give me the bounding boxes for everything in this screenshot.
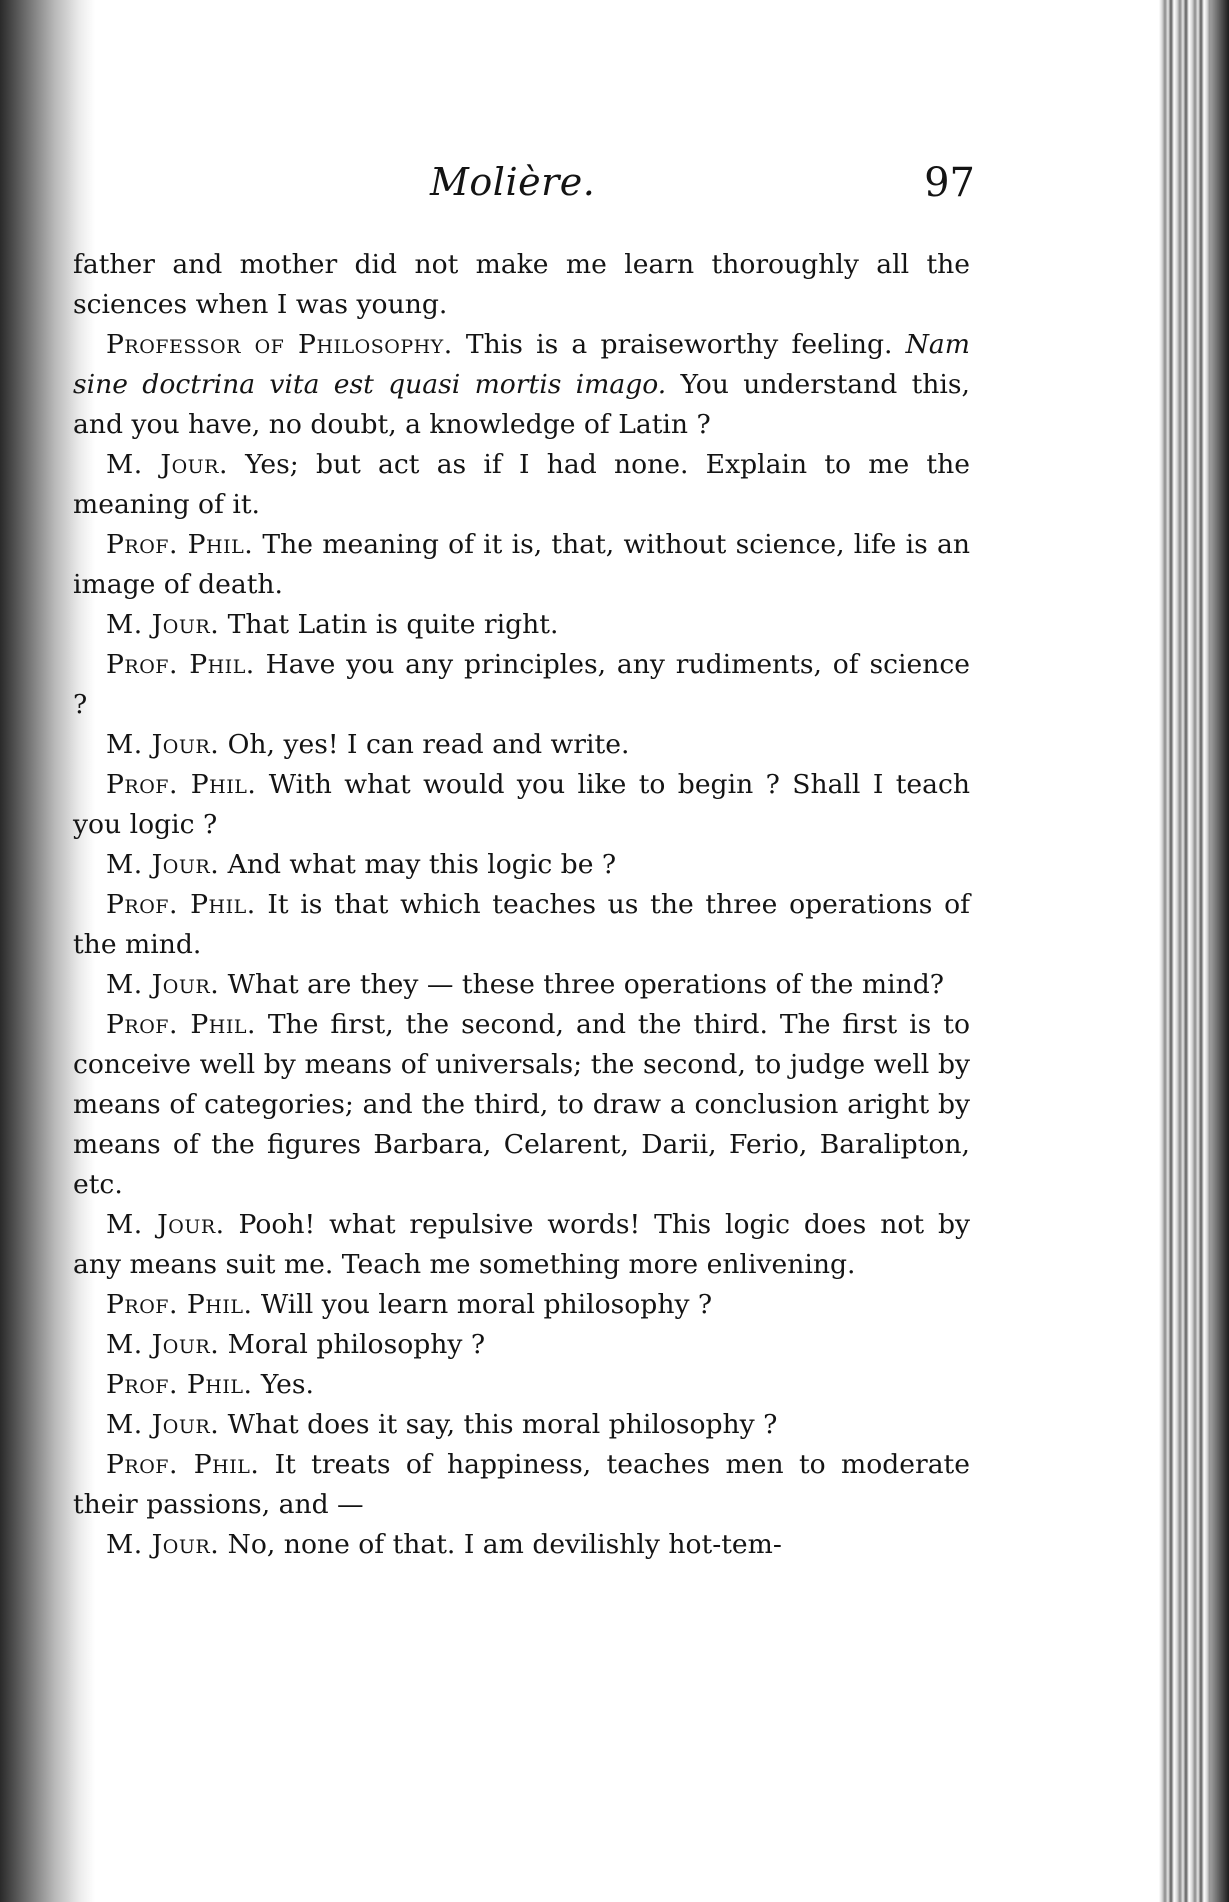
paragraph-text: Yes; but act as if I had none. Explain to me the meaning of it. xyxy=(73,449,970,520)
speaker-label: Prof. Phil. xyxy=(106,1449,260,1480)
paragraph xyxy=(73,965,970,1005)
speaker-label: Prof. Phil. xyxy=(106,889,256,920)
paragraph-text: father and mother did not make me learn thoroughly all the sciences when I was young. xyxy=(73,249,970,320)
paragraph xyxy=(73,445,970,525)
paragraph-text: Pooh! what repulsive words! This logic does not by any means suit me. Teach me something more enlivening. xyxy=(73,1209,970,1280)
paragraph-text: With what would you like to begin ? Shall I teach you logic ? xyxy=(73,769,971,840)
paragraph xyxy=(73,1205,970,1285)
paragraph xyxy=(73,525,970,605)
paragraph-text: Moral philosophy ? xyxy=(227,1329,486,1360)
paragraph xyxy=(73,245,970,325)
speaker-label: M. Jour. xyxy=(106,849,220,880)
page-number: 97 xyxy=(924,160,975,206)
paragraph xyxy=(73,845,970,885)
speaker-label: M. Jour. xyxy=(106,609,220,640)
paragraph-text: Yes. xyxy=(260,1369,314,1400)
page-body xyxy=(73,245,970,1565)
paragraph xyxy=(73,1365,970,1405)
page-header xyxy=(75,160,975,210)
speaker-label: M. Jour. xyxy=(106,969,220,1000)
speaker-label: M. Jour. xyxy=(106,1329,220,1360)
latin-quote: Nam sine doctrina vita est quasi mortis imago. xyxy=(73,329,970,400)
paragraph-text: It treats of happiness, teaches men to moderate their passions, and — xyxy=(73,1449,970,1520)
speaker-label: M. Jour. xyxy=(106,1409,220,1440)
paragraph-text: It is that which teaches us the three operations of the mind. xyxy=(73,889,970,960)
paragraph xyxy=(73,725,970,765)
paragraph xyxy=(73,1285,970,1325)
paragraph-text: That Latin is quite right. xyxy=(227,609,559,640)
speaker-label: M. Jour. xyxy=(106,1529,220,1560)
paragraph-text: What are they — these three operations of the mind? xyxy=(227,969,944,1000)
speaker-label: Professor of Philosophy. xyxy=(106,329,453,360)
speaker-label: Prof. Phil. xyxy=(106,529,254,560)
paragraph xyxy=(73,325,970,445)
speaker-label: Prof. Phil. xyxy=(106,1009,256,1040)
speaker-label: M. Jour. xyxy=(106,1209,225,1240)
speaker-label: M. Jour. xyxy=(106,449,228,480)
paragraph-text: Have you any principles, any rudiments, of science ? xyxy=(73,649,970,720)
paragraph-text: You understand this, and you have, no doubt, a knowledge of Latin ? xyxy=(73,369,970,440)
paragraph-text: Will you learn moral philosophy ? xyxy=(260,1289,713,1320)
paragraph-text: No, none of that. I am devilishly hot-tem- xyxy=(227,1529,782,1560)
paragraph-text: Oh, yes! I can read and write. xyxy=(227,729,630,760)
speaker-label: Prof. Phil. xyxy=(106,1289,253,1320)
speaker-label: Prof. Phil. xyxy=(106,1369,253,1400)
paragraph-text: This is a praiseworthy feeling. xyxy=(465,329,893,360)
paragraph xyxy=(73,1405,970,1445)
right-page-shadow xyxy=(1211,0,1229,1902)
paragraph xyxy=(73,1325,970,1365)
speaker-label: M. Jour. xyxy=(106,729,220,760)
paragraph xyxy=(73,605,970,645)
paragraph-text: The meaning of it is, that, without science, life is an image of death. xyxy=(73,529,970,600)
paragraph xyxy=(73,765,970,845)
paragraph xyxy=(73,1525,970,1565)
paragraph xyxy=(73,1005,970,1205)
paragraph-text: The first, the second, and the third. The first is to conceive well by means of universals; the second, to judge well by means of categories; and the third, to draw a conclusion aright by means of the figures Barbara, Celarent, Darii, Ferio, Baralipton, etc. xyxy=(73,1009,970,1200)
speaker-label: Prof. Phil. xyxy=(106,649,255,680)
paragraph-text: What does it say, this moral philosophy ? xyxy=(227,1409,778,1440)
speaker-label: Prof. Phil. xyxy=(106,769,257,800)
paragraph xyxy=(73,885,970,965)
paragraph xyxy=(73,645,970,725)
paragraph-text: And what may this logic be ? xyxy=(227,849,617,880)
paragraph xyxy=(73,1445,970,1525)
running-title: Molière. xyxy=(430,160,596,204)
